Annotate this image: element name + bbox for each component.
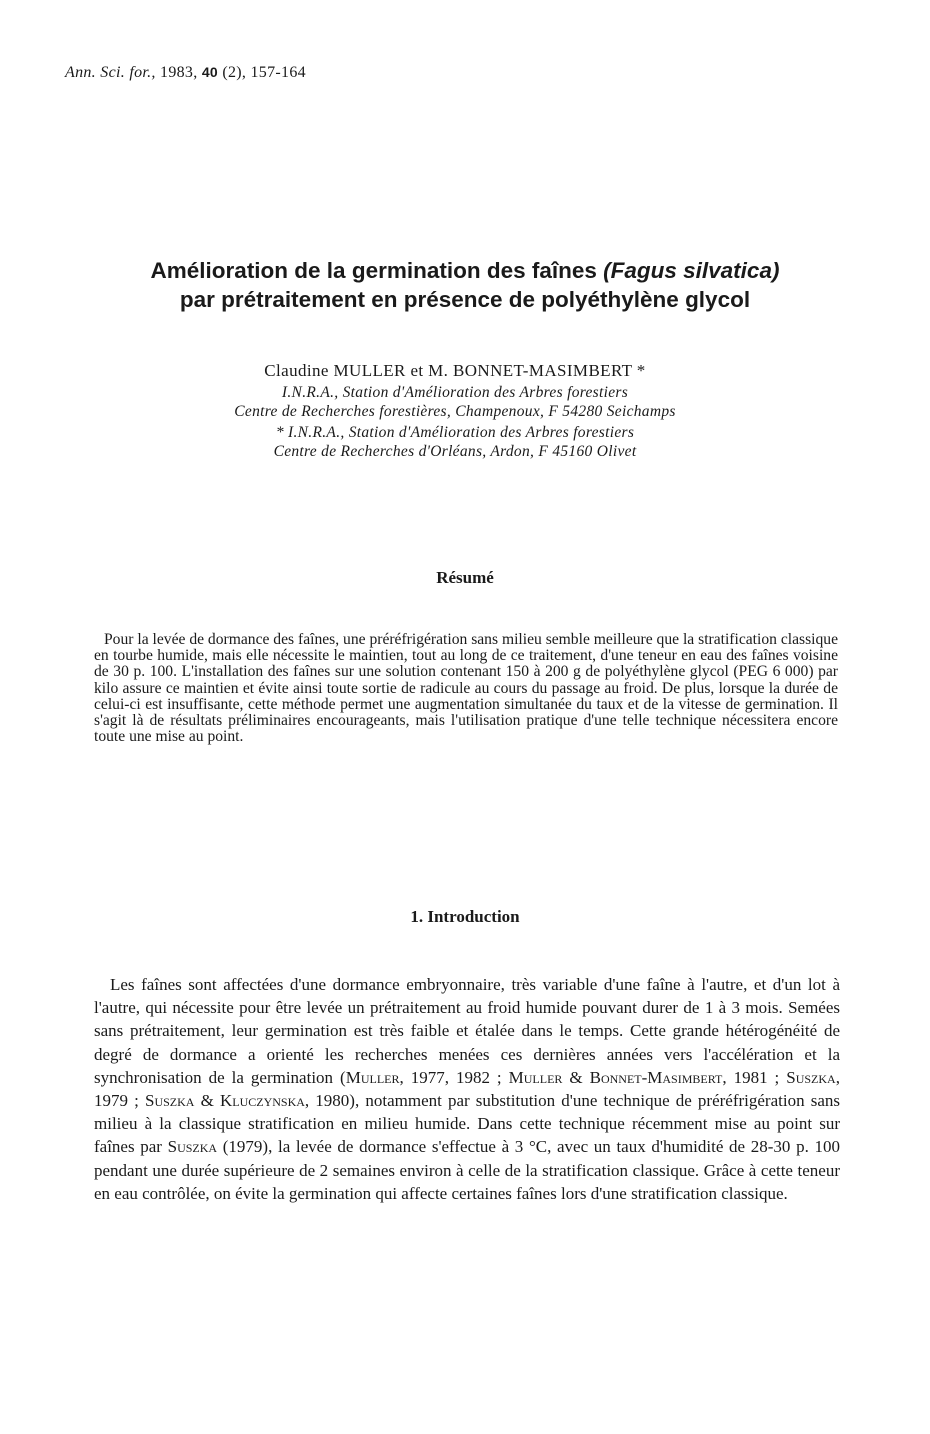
intro-text-1: Les faînes sont affectées d'une dormance embryonnaire, très variable d'une faîne à l'autre, et d'un lot à l'autre, qui nécessite pour être levée un prétraitement au froid humide pouvant durer de 1 à 3 mois. Semées sans prétraitement, leur germination est très faible et étalée dans le temps. Cette grande hétérogénéité de degré de dormance a orienté les recherches menées ces dernières années vers l'accélération et la synchronisation de la germination ( [94,975,840,1087]
citation-bonnet-masimbert: Bonnet-Masimbert [589,1067,723,1087]
citation-kluczynska: Kluczynska [219,1091,305,1111]
introduction-paragraph [94,973,840,1205]
citation-suszka-3: Suszka [167,1137,218,1157]
title-species: (Fagus silvatica) [603,258,780,283]
intro-text-4: , 1979 ; [94,1067,840,1111]
intro-text-2: , 1977, 1982 ; [399,1067,509,1087]
citation-muller-2: Muller [508,1067,563,1087]
resume-heading: Résumé [436,568,494,587]
citation-suszka-1: Suszka [786,1067,836,1087]
journal-issue-pages: (2), 157-164 [222,64,306,81]
intro-text-3: , 1981 ; [722,1067,787,1087]
title-line-1 [40,256,890,285]
title-line-1-text: Amélioration de la germination des faînes [150,258,604,283]
author-names: Claudine MULLER et M. BONNET-MASIMBERT * [264,361,646,380]
citation-muller: Muller [345,1067,400,1087]
affiliation-2-line-1: * I.N.R.A., Station d'Amélioration des Arbres forestiers [275,424,635,441]
title-line-2: par prétraitement en présence de polyéthylène glycol [179,287,751,312]
citation-suszka-2: Suszka [145,1091,195,1111]
journal-year: 1983, [160,64,198,81]
intro-text-5: , 1980), notamment par substitution d'une technique de préréfrigération sans milieu à la classique stratification en milieu humide. Dans cette technique récemment mise au point sur faînes par [94,1091,840,1157]
journal-reference [65,64,306,82]
affiliation-1-line-2: Centre de Recherches forestières, Champenoux, F 54280 Seichamps [234,403,676,420]
affiliation-2-line-2: Centre de Recherches d'Orléans, Ardon, F 45160 Olivet [273,443,637,460]
introduction-heading: 1. Introduction [410,907,520,926]
intro-ampersand-1: & [562,1067,590,1087]
journal-volume: 40 [201,64,219,80]
authors-block [100,360,810,461]
abstract-text: Pour la levée de dormance des faînes, une préréfrigération sans milieu semble meilleure que la stratification classique en tourbe humide, mais elle nécessite le maintien, tout au long de ce traitement, d'une teneur en eau des faînes voisine de 30 p. 100. L'installation des faînes sur une solution contenant 150 à 200 g de polyéthylène glycol (PEG 6 000) par kilo assure ce maintien et évite ainsi toute sortie de radicule au cours du passage au froid. De plus, lorsque la durée de celui-ci est insuffisante, cette méthode permet une augmentation simultanée du taux et de la vitesse de germination. Il s'agit là de résultats préliminaires encourageants, mais l'utilisation pratique d'une telle technique nécessitera encore toute une mise au point. [94,631,838,746]
paper-title [40,256,890,314]
journal-name: Ann. Sci. for., [65,64,156,81]
affiliation-1-line-1: I.N.R.A., Station d'Amélioration des Arbres forestiers [281,384,629,401]
intro-text-6: (1979), la levée de dormance s'effectue à 3 °C, avec un taux d'humidité de 28-30 p. 100 pendant une durée supérieure de 2 semaines environ à celle de la stratification classique. Grâce à cette teneur en eau contrôlée, on évite la germination qui affecte certaines faînes lors d'une stratification classique. [94,1137,840,1203]
intro-ampersand-2: & [194,1091,220,1111]
